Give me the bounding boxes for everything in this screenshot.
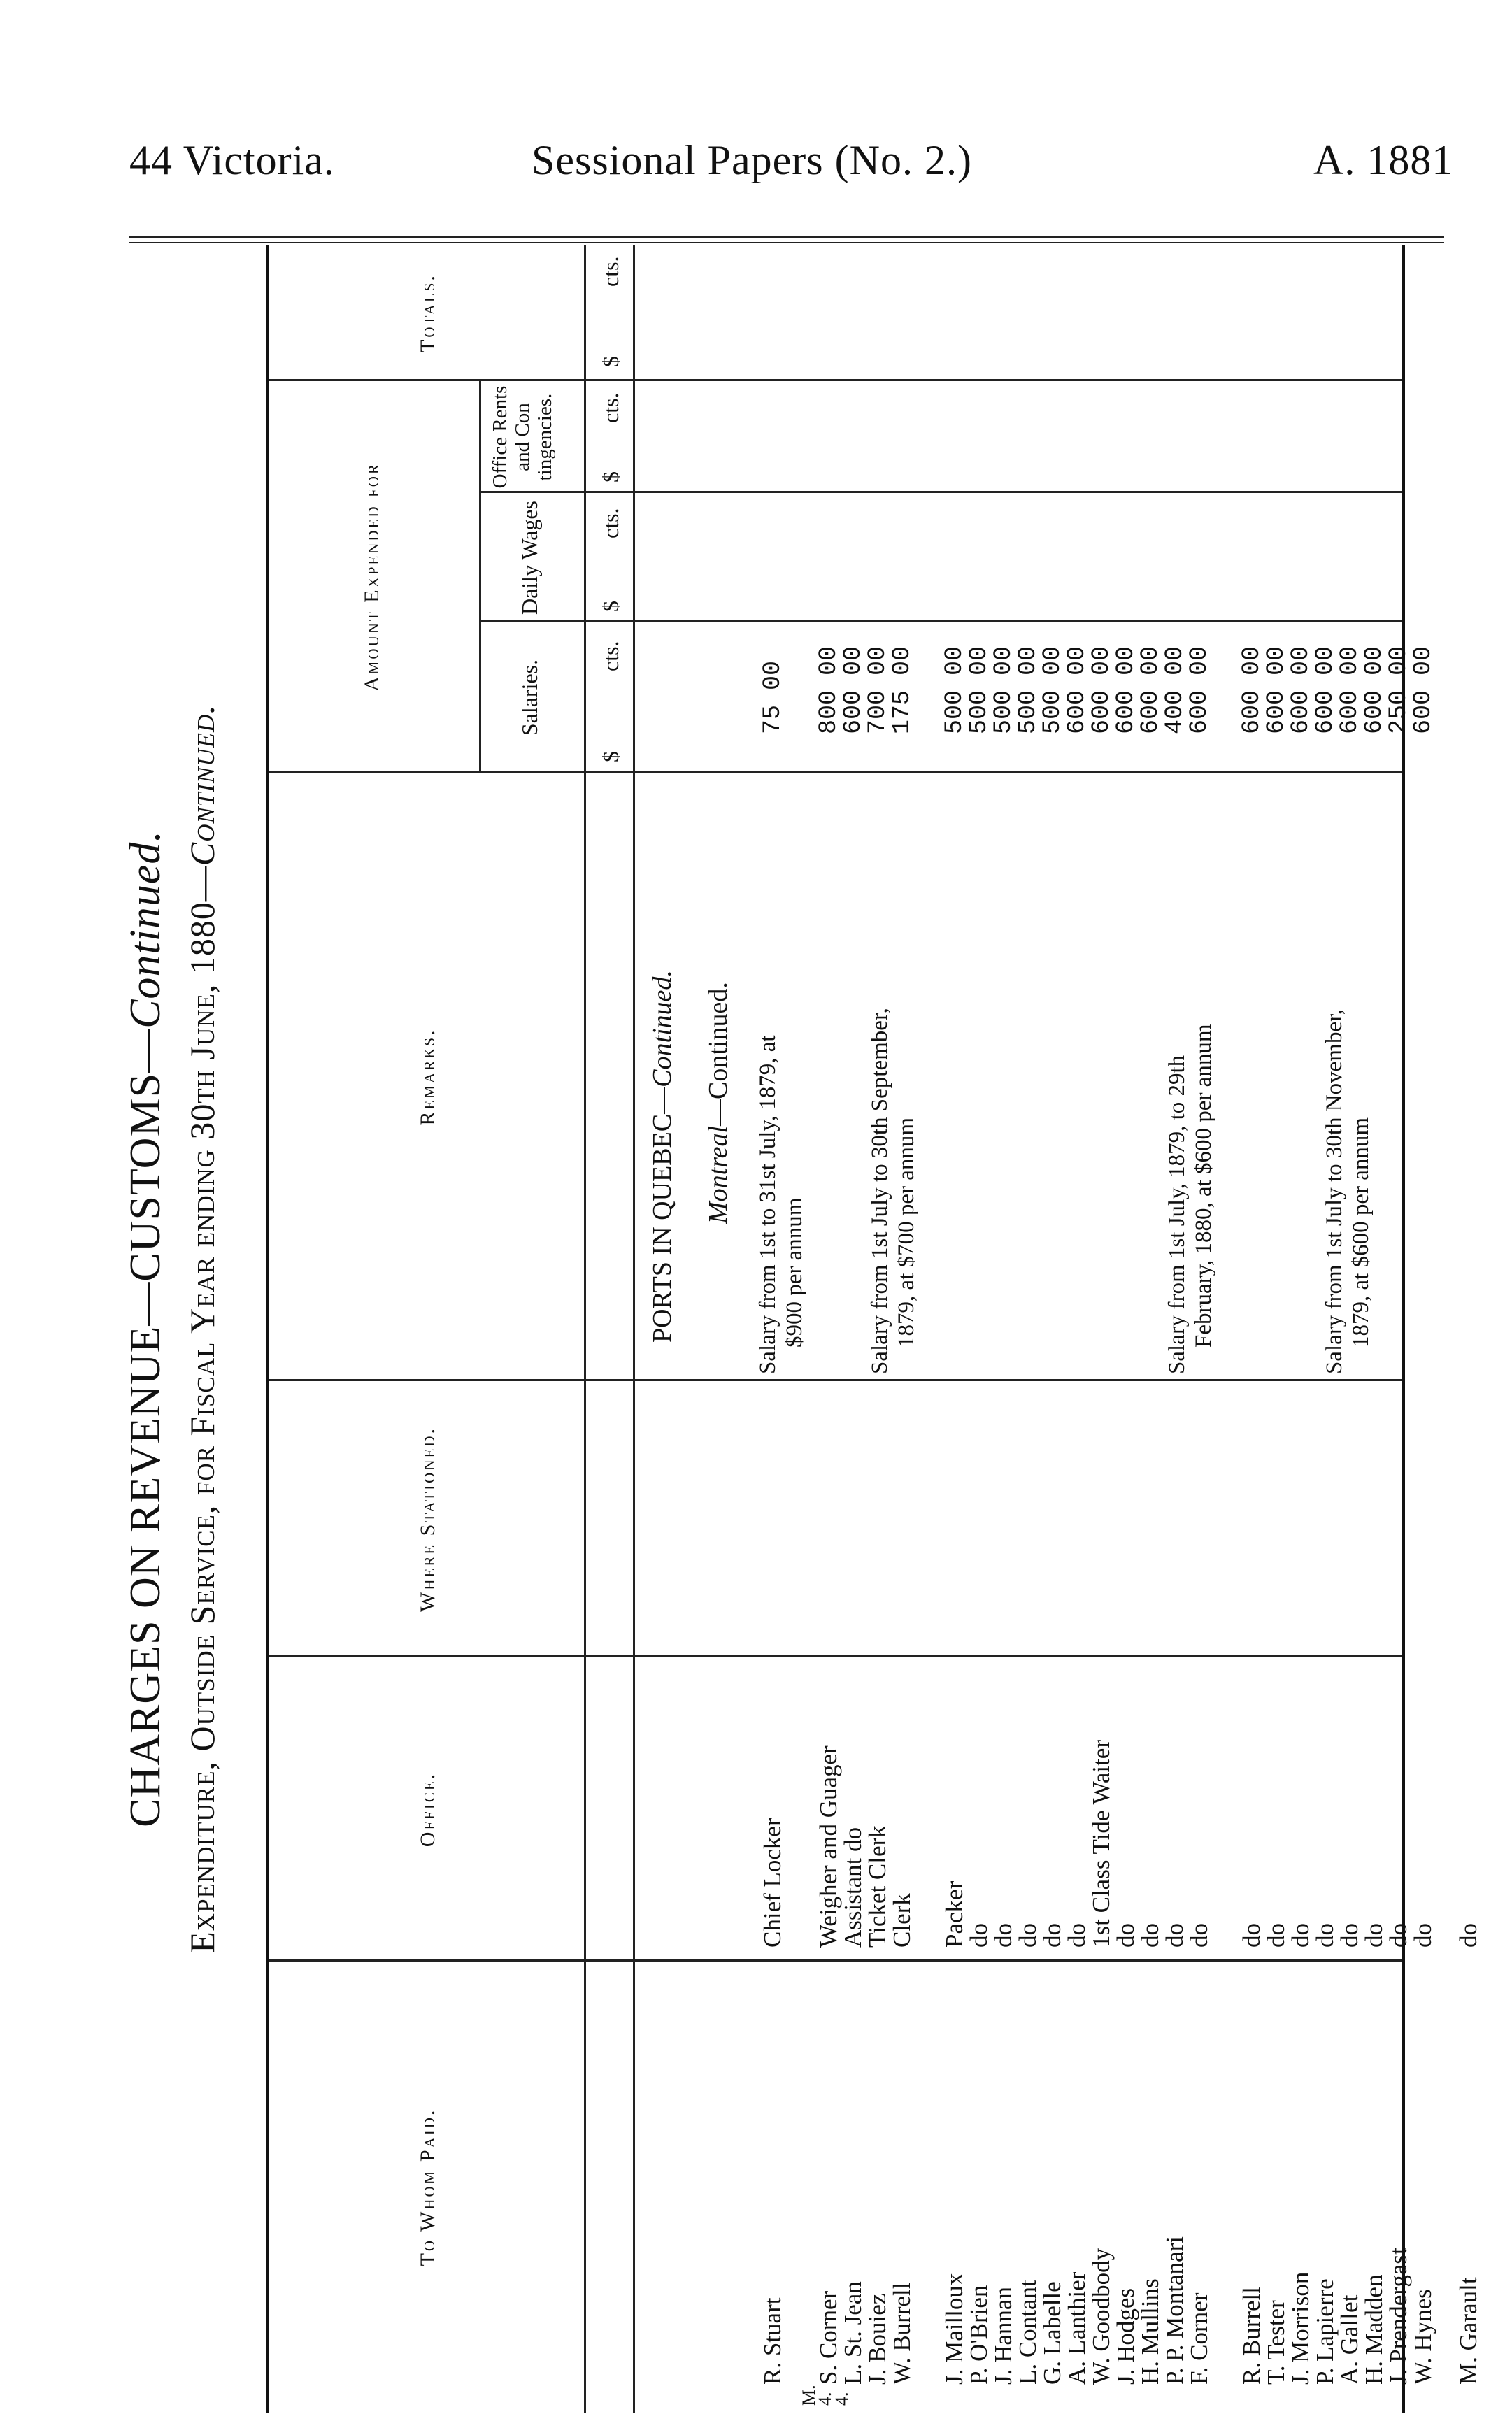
table-row-name: A. Gallet [1336, 2294, 1363, 2385]
table-row-name: W. Hynes [1409, 2289, 1436, 2385]
units-rule [633, 245, 635, 2413]
header-rule-thin [129, 242, 1444, 243]
unit-cents: cts. [598, 641, 623, 671]
table-row-office: Assistant do [839, 1827, 866, 1948]
section-ports-in-quebec: PORTS IN QUEBEC—Continued. [648, 970, 677, 1343]
col-divider [479, 491, 1402, 493]
unit-dollar: $ [598, 471, 623, 483]
header-to-whom-paid: To Whom Paid. [416, 2108, 439, 2266]
table-row-salary: 500 00 [1014, 645, 1042, 734]
table-row-salary: 400 00 [1161, 645, 1189, 734]
table-row-salary: 600 00 [1185, 645, 1213, 734]
table-row-office: do [1336, 1923, 1363, 1948]
table-row-salary: 600 00 [1409, 645, 1437, 734]
table-row-name: F. Corner [1185, 2292, 1213, 2385]
table-row-name: J. Prendergast [1385, 2248, 1412, 2385]
table-row-salary: 500 00 [990, 645, 1018, 734]
header-subrule [479, 381, 481, 773]
table-row-name: A. Lanthier [1063, 2271, 1090, 2385]
table-row-name: L. St. Jean [839, 2281, 866, 2385]
unit-cents: cts. [598, 392, 623, 423]
table-row-name: M. Garault [1455, 2277, 1482, 2385]
header-amount-expended: Amount Expended for [360, 462, 383, 692]
section-montreal: Montreal—Continued. [704, 982, 733, 1224]
table-row-salary: 600 00 [1063, 645, 1091, 734]
table-row-office: do [1360, 1923, 1388, 1948]
table-row-name: P. Lapierre [1311, 2278, 1339, 2385]
unit-cents: cts. [598, 508, 623, 538]
table-row-name: R. Burrell [1238, 2287, 1265, 2385]
page-title: CHARGES ON REVENUE—CUSTOMS—Continued. [122, 830, 169, 1827]
table-row-office: 1st Class Tide Waiter [1087, 1740, 1115, 1948]
unit-cents: cts. [598, 256, 623, 287]
header-rule [129, 236, 1444, 238]
table-row-name: P. O'Brien [965, 2285, 992, 2385]
table-row-office: Ticket Clerk [864, 1825, 891, 1948]
table-row-office: do [990, 1923, 1017, 1948]
table-row-salary: 250 00 [1385, 645, 1413, 734]
table-row-office: do [965, 1923, 992, 1948]
header-office: Office. [416, 1771, 439, 1848]
table-row-office: do [1185, 1923, 1213, 1948]
table-row-name: H. Madden [1360, 2274, 1388, 2385]
table-row-name: J. Hannan [990, 2287, 1017, 2385]
table-row-name: W. Burrell [888, 2282, 915, 2385]
table-row-office: do [1287, 1923, 1314, 1948]
table-row-salary: 600 00 [1336, 645, 1364, 734]
table-row-salary: 500 00 [1039, 645, 1067, 734]
table-row-name: G. Labelle [1039, 2281, 1066, 2385]
rotated-table-page [115, 245, 1482, 2413]
margin-note: M. 4. 4. [799, 2385, 852, 2406]
table-row-office: Chief Locker [759, 1818, 786, 1948]
header-office-rents: Office Rents and Con tingencies. [489, 385, 556, 489]
remark-stuart: Salary from 1st to 31st July, 1879, at $900 per annum [755, 1035, 807, 1374]
table-row-office: Weigher and Guager [815, 1745, 842, 1948]
table-row-office: do [1409, 1923, 1436, 1948]
table-row-name: W. Goodbody [1087, 2248, 1115, 2385]
table-row-office: do [1238, 1923, 1265, 1948]
header-remarks: Remarks. [416, 1028, 439, 1126]
table-row-name: P. P. Montanari [1161, 2236, 1188, 2385]
table-row-office: do [1385, 1923, 1412, 1948]
page-header-left: 44 Victoria. [129, 137, 335, 183]
unit-dollar: $ [598, 751, 623, 762]
table-row-salary: 800 00 [815, 645, 843, 734]
table-row-name: J. Bouiez [864, 2293, 891, 2385]
table-row-salary: 600 00 [1238, 645, 1266, 734]
header-where-stationed: Where Stationed. [416, 1427, 439, 1612]
table-row-salary: 600 00 [1262, 645, 1290, 734]
table-row-office: do [1112, 1923, 1139, 1948]
remark-burrell: Salary from 1st July to 30th September, 1879, at $700 per annum [867, 1008, 919, 1374]
table-row-office: do [1014, 1923, 1041, 1948]
remark-p-montanari: Salary from 1st July, 1879, to 29th February, 1880, at $600 per annum [1164, 1024, 1216, 1374]
col-divider [479, 620, 1402, 622]
unit-dollar: $ [598, 356, 623, 367]
table-row-office: do [1262, 1923, 1290, 1948]
table-row-name: R. Stuart [759, 2297, 786, 2385]
header-daily-wages: Daily Wages [517, 501, 542, 615]
table-row-name: J. Mailloux [941, 2273, 968, 2385]
table-row-office: do [1063, 1923, 1090, 1948]
table-row-name: H. Mullins [1136, 2278, 1164, 2385]
table-row-salary: 600 00 [1136, 645, 1164, 734]
table-row-salary: 175 00 [888, 645, 916, 734]
unit-dollar: $ [598, 601, 623, 612]
table-row-office: do [1161, 1923, 1188, 1948]
table-row-name: L. Contant [1014, 2280, 1041, 2385]
table-row-office: Packer [941, 1880, 968, 1948]
table-row-salary: 600 00 [1087, 645, 1115, 734]
table-row-name: T. Tester [1262, 2300, 1290, 2385]
page-subtitle: Expenditure, Outside Service, for Fiscal Year ending 30th June, 1880—Continued. [183, 704, 222, 1953]
table-row-salary: 500 00 [965, 645, 993, 734]
table-row-name: J. Morrison [1287, 2271, 1314, 2385]
header-salaries: Salaries. [517, 659, 542, 736]
table-row-salary: 75 00 [759, 660, 787, 734]
table-row-salary: 600 00 [1287, 645, 1315, 734]
page-header-right: A. 1881 [1313, 137, 1454, 183]
table-row-office: do [1039, 1923, 1066, 1948]
expenditure-table [266, 245, 1482, 2413]
table-row-salary: 600 00 [1360, 645, 1388, 734]
table-row-name: S. Corner [815, 2290, 842, 2385]
table-row-salary: 600 00 [1112, 645, 1140, 734]
table-row-office: do [1311, 1923, 1339, 1948]
table-row-office: do [1136, 1923, 1164, 1948]
remark-j-prendergast: Salary from 1st July to 30th November, 1879, at $600 per annum [1322, 1008, 1374, 1374]
table-row-salary: 600 00 [839, 645, 867, 734]
table-row-name: J. Hodges [1112, 2287, 1139, 2385]
table-row-office: do [1455, 1923, 1482, 1948]
table-row-office: Clerk [888, 1893, 915, 1948]
header-totals: Totals. [416, 273, 439, 352]
table-row-salary: 500 00 [941, 645, 969, 734]
table-row-salary: 700 00 [864, 645, 892, 734]
header-bottom-rule [584, 245, 586, 2413]
table-row-salary: 600 00 [1311, 645, 1339, 734]
page-header-center: Sessional Papers (No. 2.) [532, 137, 972, 183]
